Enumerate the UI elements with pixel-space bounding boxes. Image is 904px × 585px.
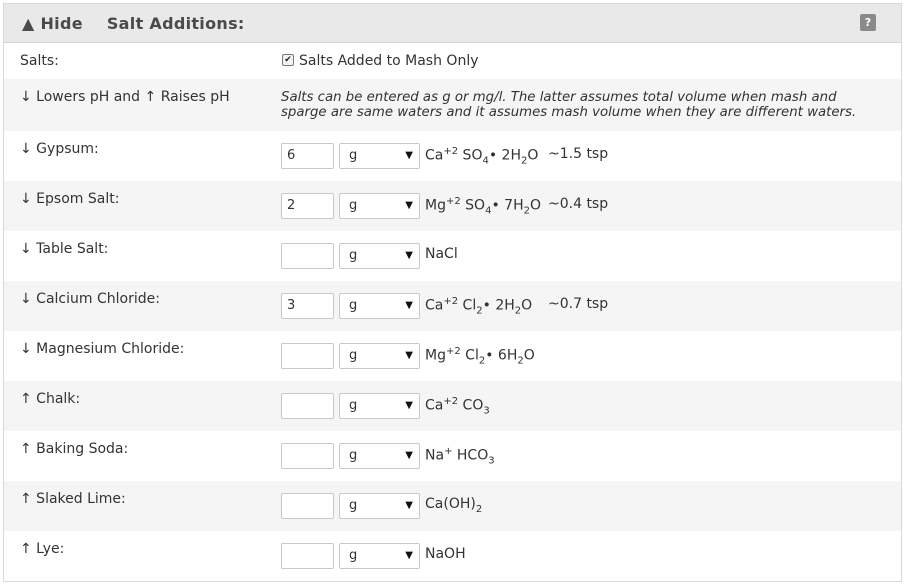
help-icon[interactable]: ? — [860, 14, 876, 31]
formula-part: 4 — [485, 205, 492, 217]
salt-row — [4, 481, 901, 531]
salt-formula — [425, 346, 535, 366]
salt-label: ↓ Epsom Salt: — [20, 191, 120, 207]
formula-part: Cl — [458, 297, 477, 314]
unit-select[interactable] — [339, 193, 420, 219]
salt-amount-input[interactable]: 2 — [281, 193, 334, 219]
formula-part: Na — [425, 447, 445, 464]
unit-select[interactable] — [339, 543, 420, 569]
formula-part: Mg — [425, 347, 446, 364]
formula-part: 4 — [482, 155, 489, 167]
formula-part: 2 — [521, 155, 528, 167]
salt-label: ↓ Magnesium Chloride: — [20, 341, 185, 357]
salt-row — [4, 431, 901, 481]
salt-row — [4, 231, 901, 281]
formula-part: 2 — [475, 503, 483, 515]
hide-toggle-button[interactable]: ▲ Hide — [22, 13, 83, 33]
unit-value: g — [349, 548, 358, 563]
unit-select[interactable] — [339, 493, 420, 519]
formula-part: 3 — [488, 455, 495, 467]
unit-select[interactable] — [339, 143, 420, 169]
ph-note-row — [4, 79, 901, 131]
salt-amount-input[interactable] — [281, 543, 334, 569]
unit-value: g — [349, 298, 358, 313]
salt-row — [4, 331, 901, 381]
salt-amount-input[interactable] — [281, 443, 334, 469]
ph-direction-label: ↓ Lowers pH and ↑ Raises pH — [20, 89, 230, 105]
salt-additions-panel — [3, 3, 902, 582]
salt-row — [4, 181, 901, 231]
formula-part: • 2H — [488, 147, 521, 164]
formula-part: +2 — [443, 146, 459, 157]
formula-part: O — [523, 347, 535, 364]
caret-down-icon: ▼ — [405, 450, 413, 461]
salt-list — [4, 131, 901, 581]
formula-part: Ca — [425, 297, 444, 314]
salt-formula — [425, 446, 495, 466]
unit-value: g — [349, 198, 358, 213]
unit-value: g — [349, 498, 358, 513]
formula-part: Ca(OH) — [425, 496, 476, 512]
formula-part: • 6H — [485, 347, 518, 364]
caret-down-icon: ▼ — [405, 250, 413, 261]
salt-label: ↑ Slaked Lime: — [20, 491, 126, 507]
unit-select[interactable] — [339, 393, 420, 419]
formula-part: CO — [458, 397, 484, 414]
formula-part: O — [521, 297, 533, 314]
caret-down-icon: ▼ — [405, 350, 413, 361]
formula-part: SO — [460, 197, 486, 214]
salt-formula — [425, 146, 538, 166]
formula-part: O — [529, 197, 542, 214]
caret-down-icon: ▼ — [405, 200, 413, 211]
caret-down-icon: ▼ — [405, 150, 413, 161]
salt-label: ↓ Calcium Chloride: — [20, 291, 160, 307]
formula-part: • 7H — [491, 197, 524, 214]
salt-formula — [425, 246, 458, 262]
tsp-estimate: ~0.4 tsp — [548, 196, 609, 212]
formula-part: +2 — [443, 396, 459, 407]
salt-amount-input[interactable] — [281, 493, 334, 519]
unit-value: g — [349, 148, 358, 163]
salt-row — [4, 131, 901, 181]
salt-label: ↓ Table Salt: — [20, 241, 109, 257]
mash-only-checkbox-wrap[interactable] — [282, 53, 479, 69]
caret-down-icon: ▼ — [405, 550, 413, 561]
unit-select[interactable] — [339, 293, 420, 319]
tsp-estimate: ~1.5 tsp — [548, 146, 609, 162]
caret-down-icon: ▼ — [405, 300, 413, 311]
formula-part: +2 — [445, 346, 461, 357]
formula-part: Ca — [425, 397, 444, 414]
formula-part: Mg — [425, 197, 446, 214]
salt-formula — [425, 546, 466, 562]
salt-formula — [425, 196, 541, 216]
panel-header — [4, 4, 901, 43]
formula-part: +2 — [443, 296, 459, 307]
unit-value: g — [349, 248, 358, 263]
formula-part: O — [527, 147, 539, 164]
salt-label: ↑ Baking Soda: — [20, 441, 129, 457]
formula-part: +2 — [445, 196, 461, 207]
formula-part: 2 — [478, 355, 486, 367]
salts-option-row — [4, 43, 901, 79]
unit-value: g — [349, 448, 358, 463]
formula-part: NaCl — [425, 246, 458, 262]
formula-part: 3 — [483, 405, 490, 417]
mash-only-checkbox-label: Salts Added to Mash Only — [299, 53, 479, 69]
salt-formula — [425, 496, 482, 515]
unit-value: g — [349, 348, 358, 363]
salts-label: Salts: — [20, 53, 59, 69]
salt-row — [4, 281, 901, 331]
formula-part: NaOH — [425, 546, 466, 562]
formula-part: 2 — [517, 355, 524, 367]
formula-part: 2 — [523, 205, 530, 217]
salt-amount-input[interactable] — [281, 243, 334, 269]
caret-down-icon: ▼ — [405, 400, 413, 411]
salt-label: ↑ Lye: — [20, 541, 65, 557]
formula-part: HCO — [452, 447, 489, 464]
salt-formula — [425, 296, 532, 316]
salt-amount-input[interactable]: 6 — [281, 143, 334, 169]
salt-label: ↓ Gypsum: — [20, 141, 99, 157]
unit-select[interactable] — [339, 243, 420, 269]
formula-part: + — [444, 446, 453, 457]
formula-part: • 2H — [482, 297, 515, 314]
salt-amount-input[interactable] — [281, 393, 334, 419]
formula-part: 2 — [476, 305, 483, 317]
caret-down-icon: ▼ — [405, 500, 413, 511]
salt-amount-input[interactable] — [281, 343, 334, 369]
tsp-estimate: ~0.7 tsp — [548, 296, 609, 312]
unit-value: g — [349, 398, 358, 413]
checkbox-checked-icon[interactable]: ✔ — [282, 54, 294, 66]
formula-part: Cl — [460, 347, 479, 364]
salt-amount-input[interactable]: 3 — [281, 293, 334, 319]
units-note: Salts can be entered as g or mg/l. The latter assumes total volume when mash and sparge are same waters and it assumes mash volume when they are different waters. — [281, 90, 857, 120]
unit-select[interactable] — [339, 343, 420, 369]
panel-title: Salt Additions: — [106, 13, 245, 33]
salt-label: ↑ Chalk: — [20, 391, 81, 407]
salt-row — [4, 381, 901, 431]
salt-row — [4, 531, 901, 581]
salt-formula — [425, 396, 490, 416]
formula-part: 2 — [514, 305, 522, 317]
formula-part: SO — [458, 147, 483, 164]
unit-select[interactable] — [339, 443, 420, 469]
formula-part: Ca — [425, 147, 444, 164]
